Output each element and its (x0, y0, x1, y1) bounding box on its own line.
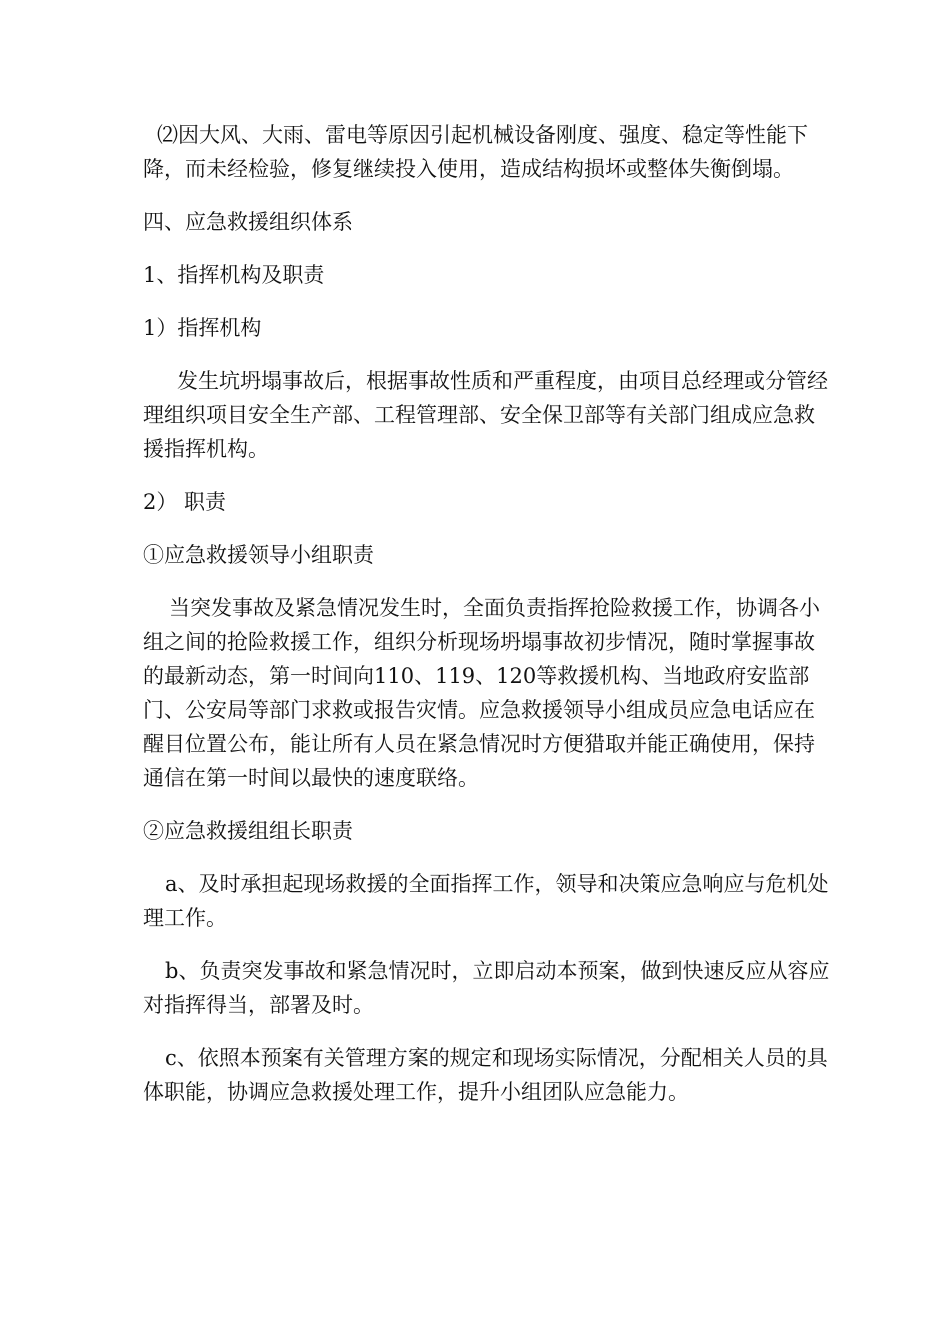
item-heading-command: 1）指挥机构 (143, 316, 262, 340)
section-heading-4: 四、应急救援组织体系 (143, 210, 353, 234)
heading-leadership-duties: ①应急救援领导小组职责 (143, 543, 374, 567)
item-heading-duties: 2） 职责 (143, 490, 227, 514)
paragraph-command-body: 发生坑坍塌事故后，根据事故性质和严重程度，由项目总经理或分管经理组织项目安全生产部、工程管理部、安全保卫部等有关部门组成应急救援指挥机构。 (143, 369, 828, 461)
list-item-c: c、依照本预案有关管理方案的规定和现场实际情况，分配相关人员的具体职能，协调应急救援处理工作，提升小组团队应急能力。 (143, 1046, 828, 1104)
paragraph-leadership-body: 当突发事故及紧急情况发生时，全面负责指挥抢险救援工作，协调各小组之间的抢险救援工作，组织分析现场坍塌事故初步情况，随时掌握事故的最新动态，第一时间向110、119、120等救援机构、当地政府安监部门、公安局等部门求救或报告灾情。应急救援领导小组成员应急电话应在醒目位置公布，能让所有人员在紧急情况时方便猎取并能正确使用，保持通信在第一时间以最快的速度联络。 (143, 596, 820, 790)
list-item-a: a、及时承担起现场救援的全面指挥工作，领导和决策应急响应与危机处理工作。 (143, 872, 829, 930)
paragraph-cause-2: ⑵因大风、大雨、雷电等原因引起机械设备刚度、强度、稳定等性能下降，而未经检验，修复继续投入使用，造成结构损坏或整体失衡倒塌。 (143, 123, 808, 181)
subsection-heading-1: 1、指挥机构及职责 (143, 263, 325, 287)
list-item-b: b、负责突发事故和紧急情况时，立即启动本预案，做到快速反应从容应对指挥得当，部署及时。 (143, 959, 830, 1017)
heading-leader-duties: ②应急救援组组长职责 (143, 819, 353, 843)
document-body (143, 118, 833, 1128)
